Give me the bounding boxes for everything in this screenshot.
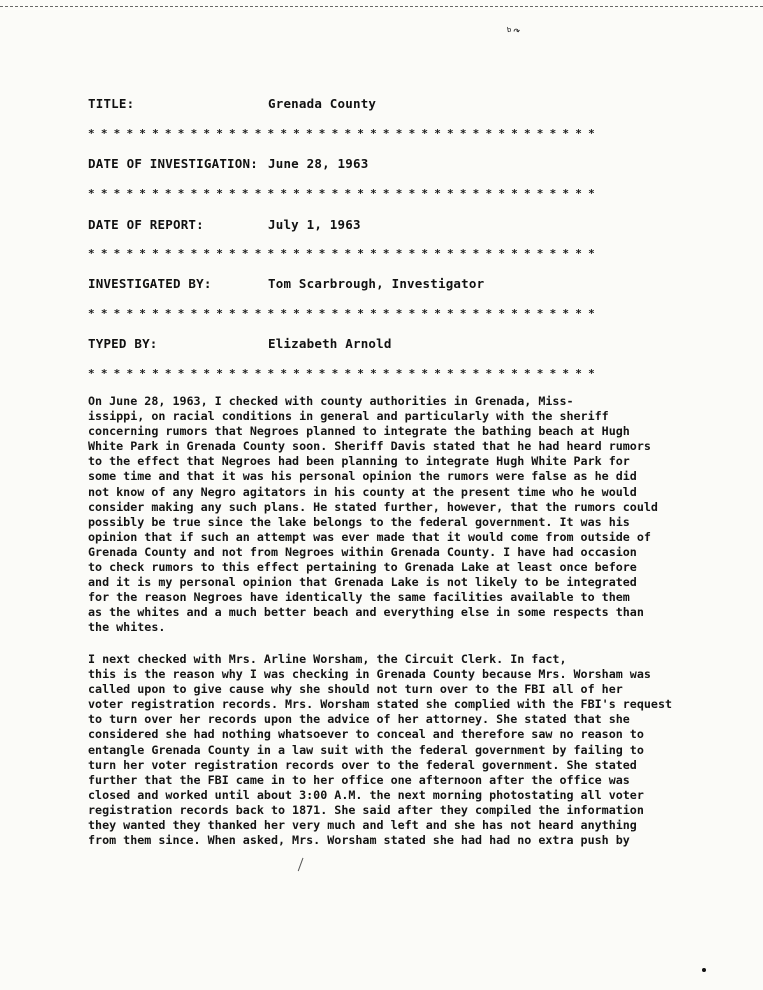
text-line: entangle Grenada County in a law suit with the federal government by failing to: [88, 742, 644, 757]
text-line: they wanted they thanked her very much and left and she has not heard anything: [88, 818, 637, 833]
text-line: to the effect that Negroes had been planning to integrate Hugh White Park for: [88, 454, 630, 469]
text-line: concerning rumors that Negroes planned to integrate the bathing beach at Hugh: [88, 424, 630, 439]
date-investigation-label: DATE OF INVESTIGATION:: [88, 156, 258, 171]
text-line: registration records back to 1871. She said after they compiled the information: [88, 802, 644, 817]
text-line: issippi, on racial conditions in general and particularly with the sheriff: [88, 409, 609, 424]
investigated-by-value: Tom Scarbrough, Investigator: [268, 276, 485, 291]
text-line: I next checked with Mrs. Arline Worsham, the Circuit Clerk. In fact,: [88, 652, 567, 666]
text-line: White Park in Grenada County soon. Sheriff Davis stated that he had heard rumors: [88, 439, 651, 454]
star-separator: ****************************************: [88, 307, 601, 320]
text-line: possibly be true since the lake belongs to the federal government. It was his: [88, 514, 630, 529]
text-line: turn her voter registration records over to the federal government. She stated: [88, 757, 637, 772]
text-line: and it is my personal opinion that Grenada Lake is not likely to be integrated: [88, 575, 637, 590]
text-line: as the whites and a much better beach and everything else in some respects than: [88, 605, 644, 620]
title-label: TITLE:: [88, 96, 135, 111]
scan-edge-rule: [0, 6, 763, 7]
date-report-value: July 1, 1963: [268, 217, 361, 232]
text-line: voter registration records. Mrs. Worsham stated she complied with the FBI's request: [88, 697, 673, 712]
typed-by-value: Elizabeth Arnold: [268, 336, 392, 351]
title-value: Grenada County: [268, 96, 377, 111]
star-separator: ****************************************: [88, 247, 601, 260]
body-paragraph-2: [88, 652, 716, 848]
text-line: from them since. When asked, Mrs. Worsham stated she had had no extra push by: [88, 833, 630, 848]
text-line: considered she had nothing whatsoever to conceal and therefore saw no reason to: [88, 727, 644, 742]
text-line: some time and that it was his personal opinion the rumors were false as he did: [88, 469, 637, 484]
text-line: for the reason Negroes have identically the same facilities available to them: [88, 590, 630, 605]
investigated-by-label: INVESTIGATED BY:: [88, 276, 212, 291]
stray-pen-mark: [298, 858, 307, 873]
text-line: the whites.: [88, 620, 166, 635]
text-line: Grenada County and not from Negroes within Grenada County. I have had occasion: [88, 544, 637, 559]
text-line: to turn over her records upon the advice of her attorney. She stated that she: [88, 712, 630, 727]
stray-dot-mark: [702, 968, 706, 972]
text-line: further that the FBI came in to her office one afternoon after the office was: [88, 772, 630, 787]
text-line: not know of any Negro agitators in his county at the present time who he would: [88, 484, 637, 499]
typed-by-label: TYPED BY:: [88, 336, 158, 351]
text-line: opinion that if such an attempt was ever made that it would come from outside of: [88, 529, 651, 544]
text-line: this is the reason why I was checking in Grenada County because Mrs. Worsham was: [88, 667, 651, 682]
date-report-label: DATE OF REPORT:: [88, 217, 204, 232]
handwritten-mark: ᵇ↷: [504, 22, 522, 40]
text-line: closed and worked until about 3:00 A.M. the next morning photostating all voter: [88, 787, 644, 802]
text-line: On June 28, 1963, I checked with county authorities in Grenada, Miss-: [88, 394, 574, 408]
star-separator: ****************************************: [88, 367, 601, 380]
text-line: consider making any such plans. He stated further, however, that the rumors could: [88, 499, 658, 514]
star-separator: ****************************************: [88, 187, 601, 200]
text-line: called upon to give cause why she should not turn over to the FBI all of her: [88, 682, 623, 697]
body-paragraph-1: [88, 394, 716, 636]
text-line: to check rumors to this effect pertaining to Grenada Lake at least once before: [88, 560, 637, 575]
date-investigation-value: June 28, 1963: [268, 156, 369, 171]
star-separator: ****************************************: [88, 127, 601, 140]
